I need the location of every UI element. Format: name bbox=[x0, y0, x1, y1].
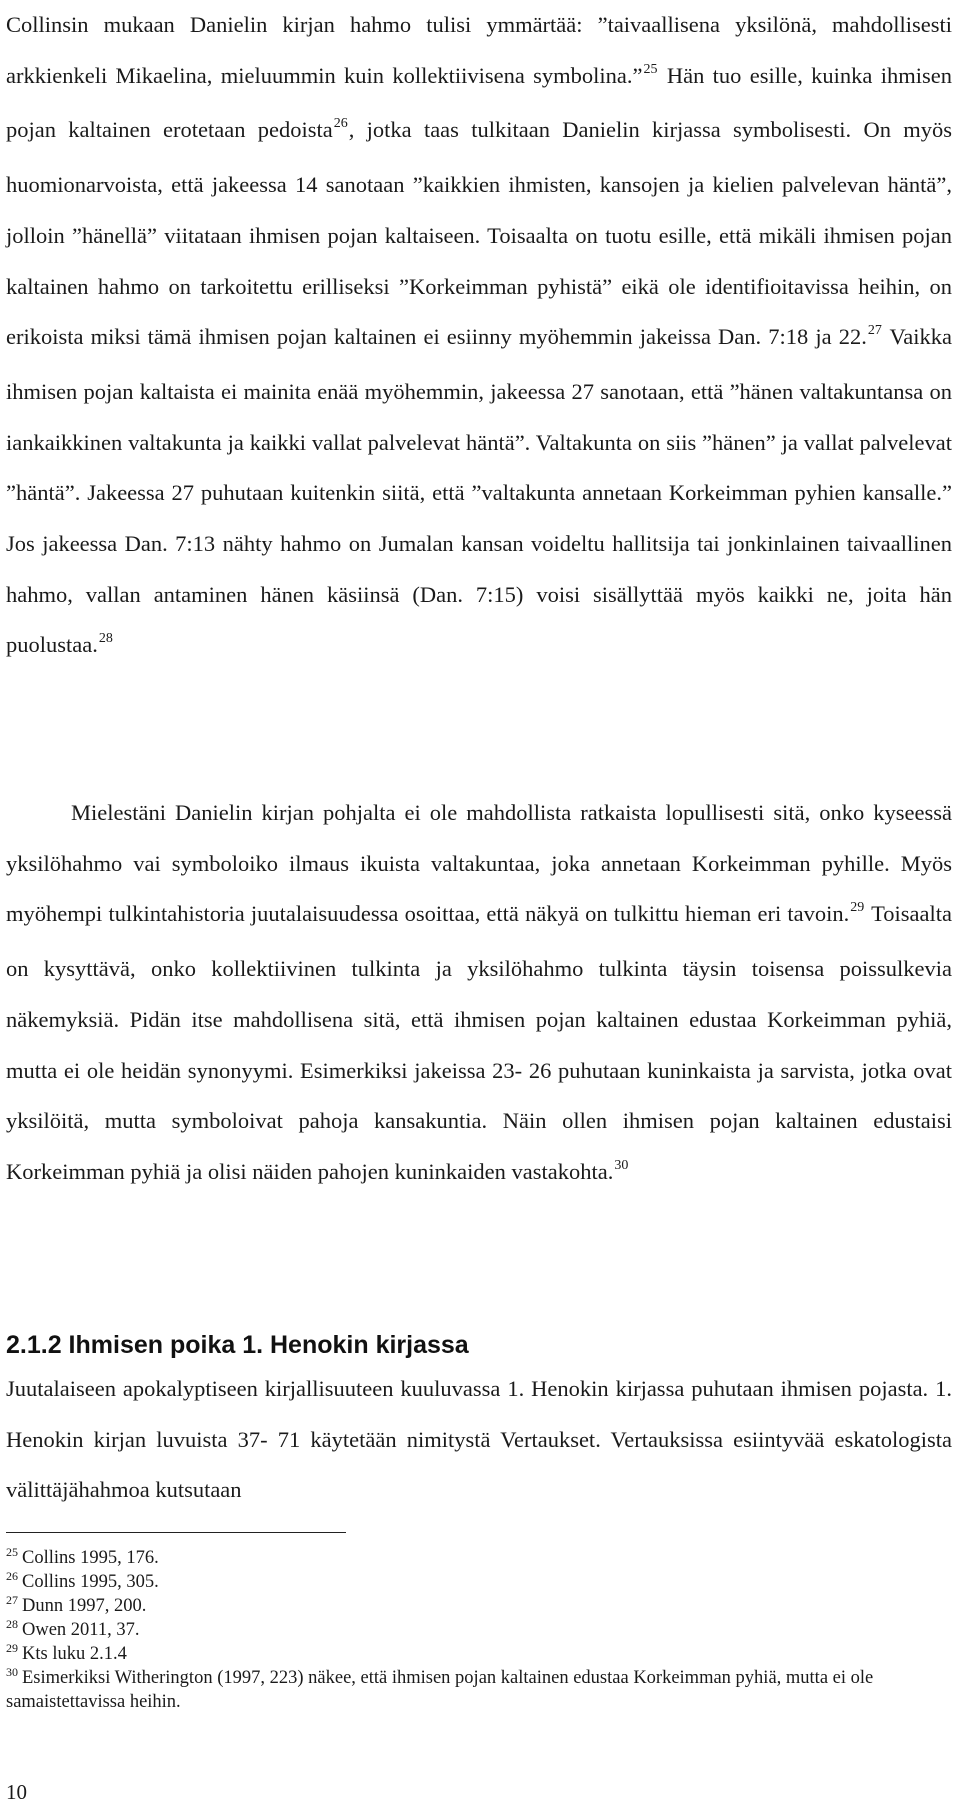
footnote-separator bbox=[6, 1532, 346, 1533]
section-heading: 2.1.2 Ihmisen poika 1. Henokin kirjassa bbox=[6, 1331, 469, 1359]
footnote-text: Dunn 1997, 200. bbox=[22, 1596, 147, 1616]
footnote-number: 30 bbox=[6, 1665, 18, 1679]
paragraph-1-segment-2: Hän tuo esille, kuinka ihmisen pojan kaltainen erotetaan pedoista bbox=[6, 62, 952, 143]
footnote-item bbox=[6, 1667, 952, 1714]
footnote-ref-30[interactable]: 30 bbox=[614, 1157, 629, 1173]
footnote-number: 25 bbox=[6, 1545, 18, 1559]
footnote-number: 29 bbox=[6, 1641, 18, 1655]
paragraph-1-segment-1: Collinsin mukaan Danielin kirjan hahmo tulisi ymmärtää: ”taivaallisena yksilönä, mahdollisesti arkkienkeli Mikaelina, mieluummin kuin kollektiivisena symbolina.” bbox=[6, 12, 952, 88]
footnote-ref-26[interactable]: 26 bbox=[333, 116, 348, 132]
paragraph-1-segment-4: Vaikka ihmisen pojan kaltaista ei mainita enää myöhemmin, jakeessa 27 sanotaan, että ”hänen valtakuntansa on iankaikkinen valtakunta ja kaikki vallat palvelevat häntä”. Valtakunta on siis ”hänen” ja vallat palvelevat ”häntä”. Jakeessa 27 puhutaan kuitenkin siitä, että ”valtakunta annetaan Korkeimman pyhien kansalle.” Jos jakeessa Dan. 7:13 nähty hahmo on Jumalan kansan voideltu hallitsija tai jonkinlainen taivaallinen hahmo, vallan antaminen hänen käsiinsä (Dan. 7:15) voisi sisällyttää myös kaikki ne, joita hän puolustaa. bbox=[6, 324, 952, 658]
paragraph-3 bbox=[6, 1364, 952, 1516]
paragraph-2 bbox=[6, 788, 952, 1202]
footnote-number: 27 bbox=[6, 1593, 18, 1607]
footnote-item bbox=[6, 1619, 952, 1643]
footnote-text: Kts luku 2.1.4 bbox=[22, 1644, 127, 1664]
footnote-item bbox=[6, 1571, 952, 1595]
footnote-item bbox=[6, 1595, 952, 1619]
paragraph-2-text bbox=[6, 788, 952, 1202]
paragraph-2-segment-1: Mielestäni Danielin kirjan pohjalta ei ole mahdollista ratkaista lopullisesti sitä, onko kyseessä yksilöhahmo vai symboloiko ilmaus ikuista valtakuntaa, joka annetaan Korkeimman pyhille. Myös myöhempi tulkintahistoria juutalaisuudessa osoittaa, että näkyä on tulkittu hieman eri tavoin. bbox=[6, 800, 952, 927]
footnote-text: Owen 2011, 37. bbox=[22, 1620, 140, 1640]
footnote-item bbox=[6, 1547, 952, 1571]
footnote-ref-27[interactable]: 27 bbox=[867, 323, 882, 339]
footnote-number: 26 bbox=[6, 1569, 18, 1583]
footnote-ref-25[interactable]: 25 bbox=[643, 61, 658, 77]
page-number: 10 bbox=[6, 1780, 27, 1804]
paragraph-1-segment-3: , jotka taas tulkitaan Danielin kirjassa symbolisesti. On myös huomionarvoista, että jakeessa 14 sanotaan ”kaikkien ihmisten, kansojen ja kielien palvelevan häntä”, jolloin ”hänellä” viitataan ihmisen pojan kaltaiseen. Toisaalta on tuotu esille, että mikäli ihmisen pojan kaltainen hahmo on tarkoitettu erilliseksi ”Korkeimman pyhistä” eikä ole identifioitavissa heihin, on erikoista miksi tämä ihmisen pojan kaltainen ei esiinny myöhemmin jakeissa Dan. 7:18 ja 22. bbox=[6, 117, 953, 350]
footnote-item bbox=[6, 1643, 952, 1667]
footnote-text: Esimerkiksi Witherington (1997, 223) näkee, että ihmisen pojan kaltainen edustaa Korkeimman pyhiä, mutta ei ole samaistettavissa heihin. bbox=[6, 1668, 874, 1712]
paragraph-3-text: Juutalaiseen apokalyptiseen kirjallisuuteen kuuluvassa 1. Henokin kirjassa puhutaan ihmisen pojasta. 1. Henokin kirjan luvuista 37- 71 käytetään nimitystä Vertaukset. Vertauksissa esiintyvää eskatologista välittäjähahmoa kutsutaan bbox=[6, 1376, 952, 1503]
footnote-text: Collins 1995, 176. bbox=[22, 1548, 159, 1568]
footnotes-list bbox=[6, 1547, 952, 1714]
footnote-number: 28 bbox=[6, 1617, 18, 1631]
paragraph-1-text bbox=[6, 0, 952, 675]
footnote-ref-28[interactable]: 28 bbox=[98, 631, 113, 647]
paragraph-1 bbox=[6, 0, 952, 675]
footnote-text: Collins 1995, 305. bbox=[22, 1572, 159, 1592]
paragraph-2-segment-2: Toisaalta on kysyttävä, onko kollektiivinen tulkinta ja yksilöhahmo tulkinta täysin toisensa poissulkevia näkemyksiä. Pidän itse mahdollisena sitä, että ihmisen pojan kaltainen edustaa Korkeimman pyhiä, mutta ei ole heidän synonyymi. Esimerkiksi jakeissa 23- 26 puhutaan kuninkaista ja sarvista, jotka ovat yksilöitä, mutta symboloivat pahoja kansakuntia. Näin ollen ihmisen pojan kaltainen edustaisi Korkeimman pyhiä ja olisi näiden pahojen kuninkaiden vastakohta. bbox=[6, 901, 952, 1184]
footnote-ref-29[interactable]: 29 bbox=[850, 900, 865, 916]
